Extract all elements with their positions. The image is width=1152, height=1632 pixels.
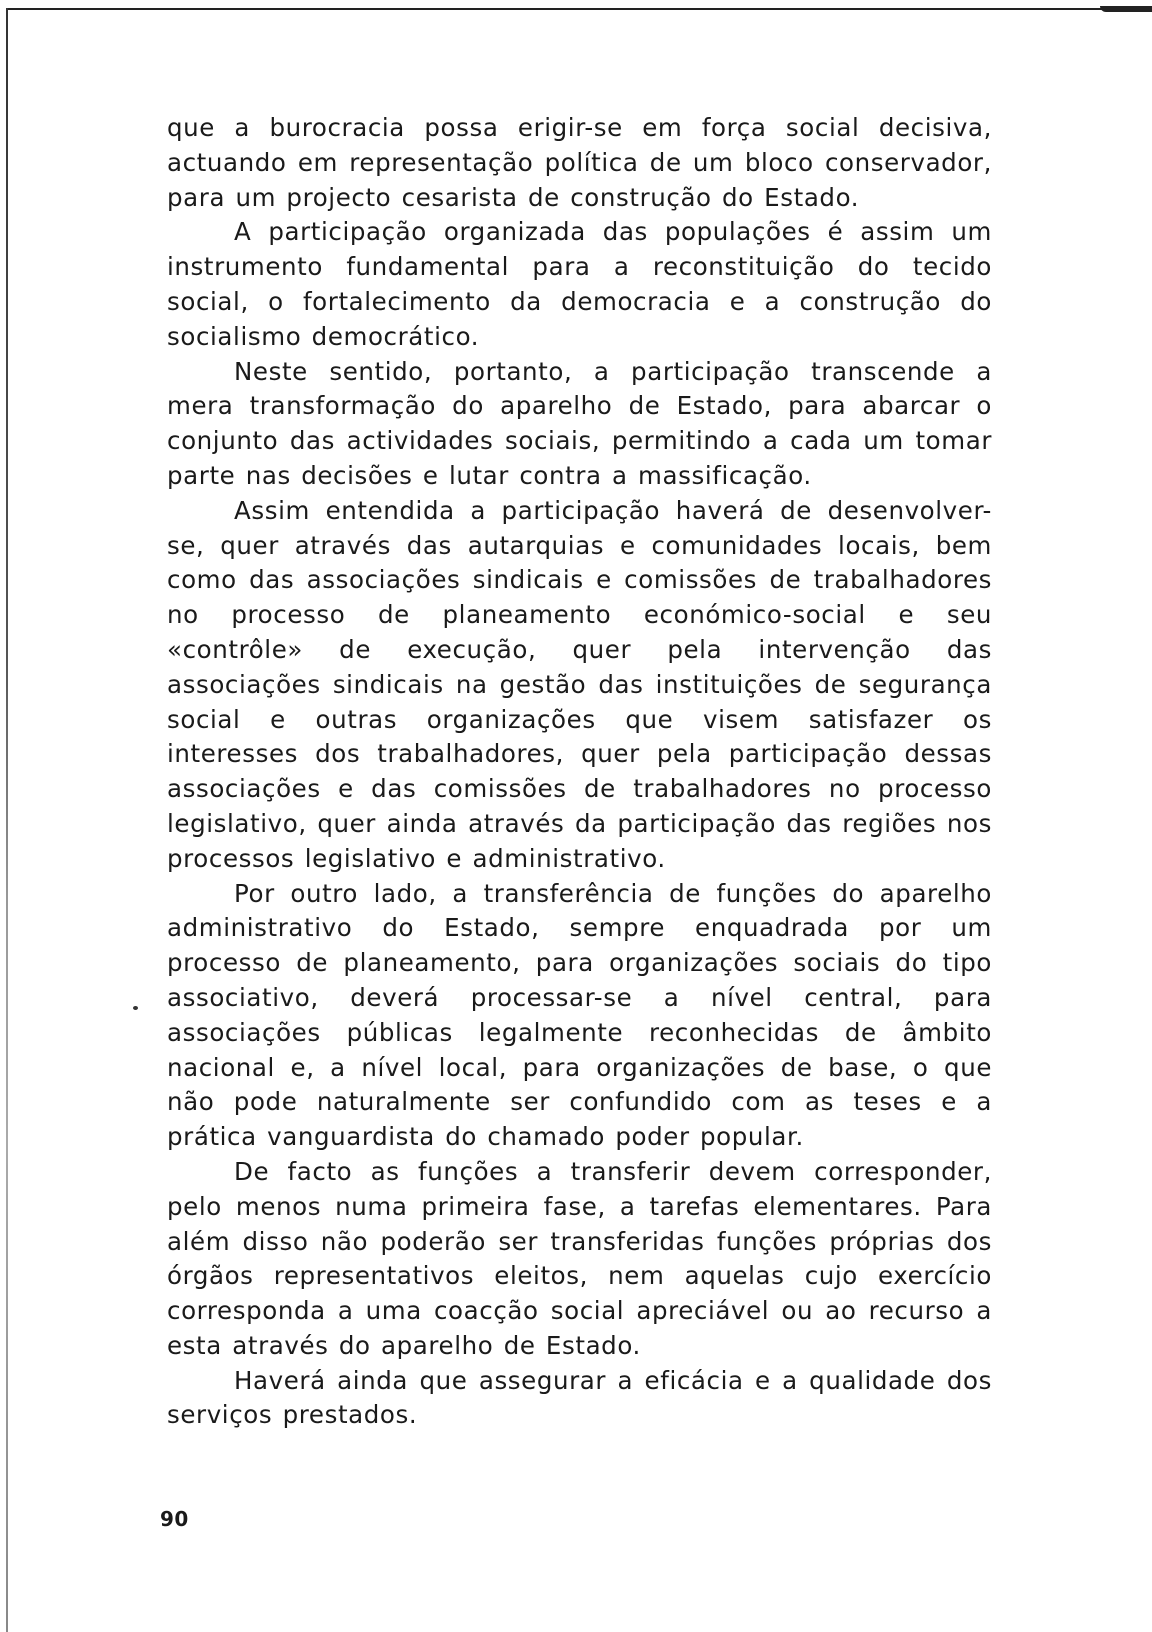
body-text (167, 111, 992, 1433)
top-rule-end (1100, 6, 1152, 12)
paragraph-2: A participação organizada das populações é assim um instrumento fundamental para a reconstituição do tecido social, o fortalecimento da democracia e a construção do socialismo democrático. (167, 217, 992, 351)
paragraph-4: Assim entendida a participação haverá de desenvolver-se, quer através das autarquias e comunidades locais, bem como das associações sindicais e comissões de trabalhadores no processo de planeamento económico-social e seu «contrôle» de execução, quer pela intervenção das associações sindicais na gestão das instituições de segurança social e outras organizações que visem satisfazer os interesses dos trabalhadores, quer pela participação dessas associações e das comissões de trabalhadores no processo legislativo, quer ainda através da participação das regiões nos processos legislativo e administrativo. (167, 495, 992, 873)
paragraph-1: que a burocracia possa erigir-se em força social decisiva, actuando em representação política de um bloco conservador, para um projecto cesarista de construção do Estado. (167, 113, 992, 212)
margin-mark (133, 1006, 138, 1010)
paragraph-5: Por outro lado, a transferência de funções do aparelho administrativo do Estado, sempre enquadrada por um processo de planeamento, para organizações sociais do tipo associativo, deverá processar-se a nível central, para associações públicas legalmente reconhecidas de âmbito nacional e, a nível local, para organizações de base, o que não pode naturalmente ser confundido com as teses e a prática vanguardista do chamado poder popular. (167, 878, 992, 1152)
paragraph-6: De facto as funções a transferir devem corresponder, pelo menos numa primeira fase, a tarefas elementares. Para além disso não poderão ser transferidas funções próprias dos órgãos representativos eleitos, nem aquelas cujo exercício corresponda a uma coacção social apreciável ou ao recurso a esta através do aparelho de Estado. (167, 1156, 992, 1360)
page-number: 90 (160, 1507, 189, 1531)
top-rule (8, 8, 1152, 10)
left-page-edge (6, 8, 8, 1632)
paragraph-7: Haverá ainda que assegurar a eficácia e a qualidade dos serviços prestados. (167, 1365, 992, 1430)
paragraph-3: Neste sentido, portanto, a participação transcende a mera transformação do aparelho de Estado, para abarcar o conjunto das actividades sociais, permitindo a cada um tomar parte nas decisões e lutar contra a massificação. (167, 356, 992, 490)
